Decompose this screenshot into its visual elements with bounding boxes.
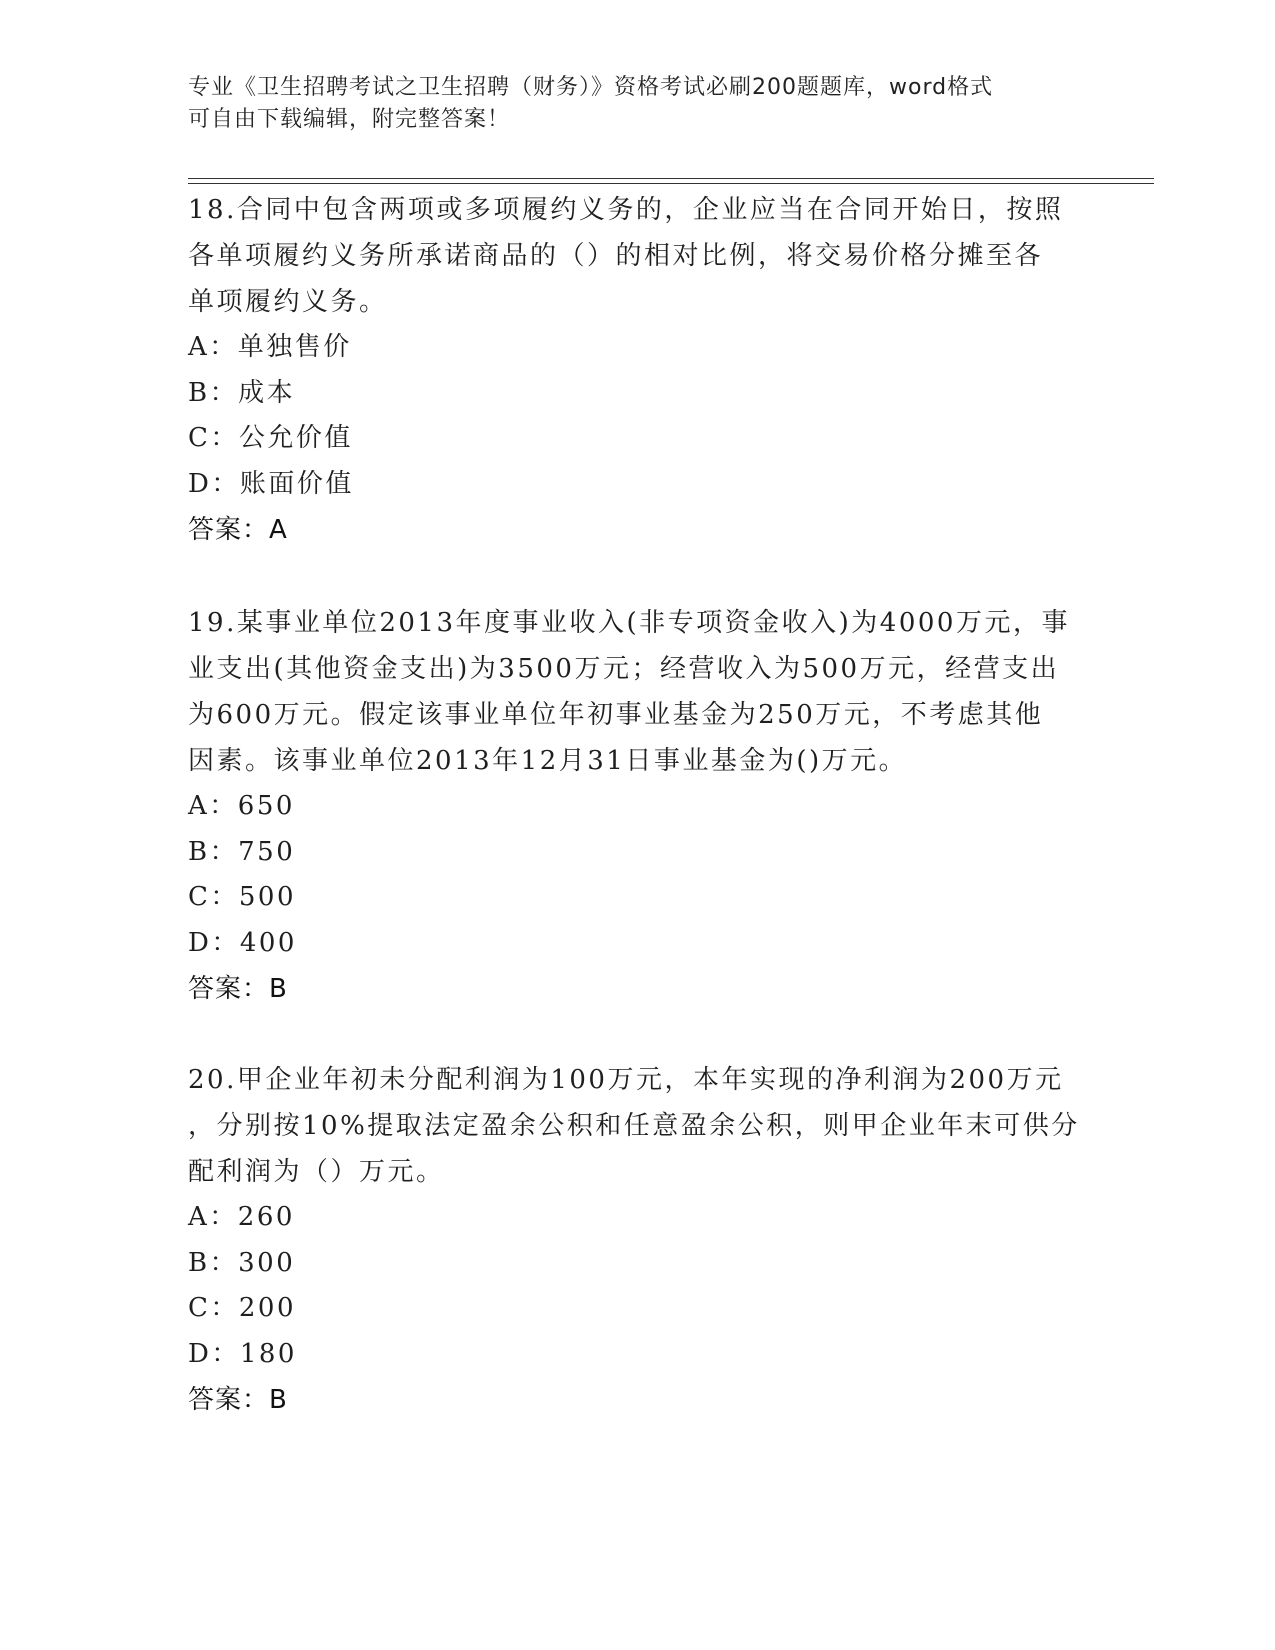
- option-b: B：750: [188, 836, 296, 867]
- question-stem-line: 业支出(其他资金支出)为3500万元；经营收入为500万元，经营支出: [188, 654, 1060, 684]
- document-header: [188, 72, 1068, 136]
- answer-label: 答案：B: [188, 1385, 288, 1415]
- question-stem-line: 因素。该事业单位2013年12月31日事业基金为()万元。: [188, 746, 908, 776]
- option-c: C：500: [188, 882, 297, 912]
- question-stem-line: 18.合同中包含两项或多项履约义务的，企业应当在合同开始日，按照: [188, 195, 1064, 225]
- question-stem-line: ，分别按10%提取法定盈余公积和任意盈余公积，则甲企业年末可供分: [188, 1111, 1080, 1141]
- question-20: [188, 1057, 1088, 1423]
- option-c: C：公允价值: [188, 423, 353, 453]
- question-stem-line: 单项履约义务。: [188, 287, 388, 317]
- question-stem-line: 配利润为（）万元。: [188, 1157, 445, 1187]
- question-stem-line: 20.甲企业年初未分配利润为100万元，本年实现的净利润为200万元: [188, 1065, 1064, 1095]
- answer-label: 答案：B: [188, 974, 288, 1004]
- header-divider-bottom: [188, 183, 1154, 184]
- question-19: [188, 600, 1088, 1012]
- option-d: D：账面价值: [188, 468, 354, 499]
- answer-label: 答案：A: [188, 515, 288, 545]
- question-18: [188, 187, 1088, 553]
- option-a: A：650: [188, 791, 295, 821]
- option-a: A：单独售价: [188, 332, 352, 362]
- option-d: D：400: [188, 927, 297, 958]
- header-divider-top: [188, 178, 1154, 179]
- option-a: A：260: [188, 1202, 295, 1232]
- header-line-2: 可自由下载编辑，附完整答案！: [188, 107, 511, 132]
- question-stem-line: 为600万元。假定该事业单位年初事业基金为250万元，不考虑其他: [188, 700, 1044, 730]
- header-line-1: 专业《卫生招聘考试之卫生招聘（财务）》资格考试必刷200题题库，word格式: [188, 75, 994, 100]
- option-b: B：300: [188, 1247, 296, 1278]
- option-b: B：成本: [188, 377, 296, 408]
- question-stem-line: 19.某事业单位2013年度事业收入(非专项资金收入)为4000万元，事: [188, 608, 1070, 638]
- option-d: D：180: [188, 1338, 297, 1369]
- question-stem-line: 各单项履约义务所承诺商品的（）的相对比例，将交易价格分摊至各: [188, 241, 1044, 271]
- option-c: C：200: [188, 1293, 297, 1323]
